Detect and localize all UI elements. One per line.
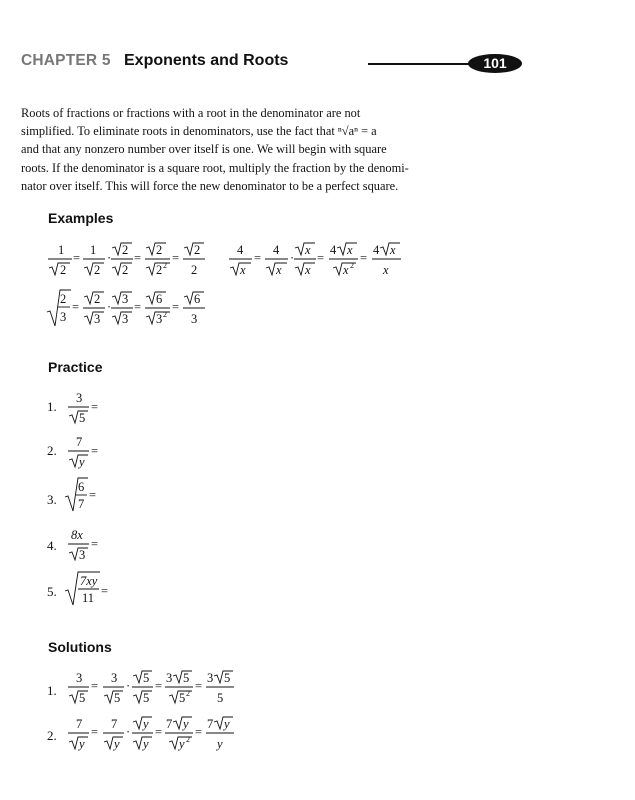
equals-sign: =: [89, 488, 97, 502]
fraction-numerator: y: [224, 717, 230, 731]
fraction-numerator: 3: [111, 671, 118, 685]
multiply-dot: ·: [107, 300, 112, 314]
fraction-denominator: 2: [94, 263, 101, 277]
practice-number: 2.: [47, 443, 57, 458]
fraction-numerator: 7: [166, 717, 173, 731]
example-equation-3: [47, 290, 205, 326]
solution-equation-2: [68, 717, 234, 751]
fraction-numerator: 5: [224, 671, 231, 685]
page-number-badge: 101: [468, 54, 522, 73]
equals-sign: =: [91, 679, 99, 693]
example-equation-1: [48, 243, 205, 277]
equals-sign: =: [91, 444, 99, 458]
practice-number: 1.: [47, 399, 57, 414]
solution-number: 2.: [47, 728, 57, 743]
fraction-numerator: y: [143, 717, 149, 731]
equals-sign: =: [134, 300, 142, 314]
equals-sign: =: [254, 251, 262, 265]
fraction-denominator: 3: [191, 312, 198, 326]
fraction-numerator: 5: [183, 671, 190, 685]
intro-line: Roots of fractions or fractions with a root in the denominator are not: [21, 106, 361, 120]
equals-sign: =: [91, 400, 99, 414]
fraction-numerator: 5: [143, 671, 150, 685]
fraction-numerator: 7: [111, 717, 118, 731]
fraction-numerator: 3: [76, 391, 83, 405]
practice-number: 3.: [47, 492, 57, 507]
fraction-denominator: 2: [191, 263, 198, 277]
exponent: 2: [163, 310, 167, 319]
fraction-numerator: 3: [207, 671, 214, 685]
fraction-denominator: y: [217, 737, 223, 751]
equals-sign: =: [195, 725, 203, 739]
chapter-label: CHAPTER 5: [21, 52, 111, 69]
fraction-numerator: 7: [76, 717, 83, 731]
equals-sign: =: [134, 251, 142, 265]
fraction-denominator: 3: [79, 548, 86, 562]
fraction-numerator: x: [305, 243, 311, 257]
fraction-numerator: x: [390, 243, 396, 257]
equals-sign: =: [172, 251, 180, 265]
examples-heading: Examples: [48, 210, 114, 226]
root-sign: [65, 478, 88, 511]
fraction-denominator: 5: [179, 691, 186, 705]
exponent: 2: [350, 261, 354, 270]
fraction-numerator: 3: [76, 671, 83, 685]
fraction-numerator: 2: [60, 292, 67, 306]
equals-sign: =: [195, 679, 203, 693]
fraction-denominator: x: [240, 263, 246, 277]
fraction-numerator: 7: [76, 435, 83, 449]
fraction-numerator: 1: [58, 243, 65, 257]
multiply-dot: ·: [107, 251, 112, 265]
equals-sign: =: [317, 251, 325, 265]
fraction-numerator: 6: [78, 480, 85, 494]
fraction-denominator: y: [114, 737, 120, 751]
equals-sign: =: [101, 584, 109, 598]
chapter-title: Exponents and Roots: [124, 52, 289, 69]
solution-equation-1: [68, 671, 234, 705]
exponent: 2: [163, 261, 167, 270]
fraction-numerator: 1: [90, 243, 97, 257]
fraction-numerator: 7: [207, 717, 214, 731]
equals-sign: =: [91, 537, 99, 551]
fraction-denominator: 7: [78, 497, 85, 511]
fraction-denominator: 5: [217, 691, 224, 705]
practice-problem-4: [68, 528, 98, 562]
equals-sign: =: [155, 679, 163, 693]
fraction-numerator: 2: [122, 243, 129, 257]
fraction-denominator: x: [276, 263, 282, 277]
fraction-numerator: 4: [273, 243, 280, 257]
practice-problem-3: [65, 478, 96, 511]
equals-sign: =: [172, 300, 180, 314]
example-equation-2: [229, 243, 401, 277]
fraction-denominator: 5: [79, 411, 86, 425]
fraction-denominator: 2: [156, 263, 163, 277]
fraction-denominator: 3: [156, 312, 163, 326]
fraction-denominator: 5: [143, 691, 150, 705]
fraction-denominator: y: [79, 737, 85, 751]
multiply-dot: ·: [126, 725, 131, 739]
fraction-numerator: 6: [156, 292, 163, 306]
fraction-denominator: x: [305, 263, 311, 277]
fraction-numerator: 4: [237, 243, 244, 257]
fraction-denominator: 11: [82, 591, 95, 605]
fraction-denominator: y: [143, 737, 149, 751]
practice-problem-5: [65, 572, 108, 605]
fraction-numerator: 2: [194, 243, 201, 257]
equals-sign: =: [360, 251, 368, 265]
fraction-numerator: 4: [373, 243, 380, 257]
fraction-denominator: 2: [60, 263, 67, 277]
fraction-numerator: 4: [330, 243, 337, 257]
multiply-dot: ·: [126, 679, 131, 693]
intro-line: and that any nonzero number over itself is one. We will begin with square: [21, 142, 387, 157]
fraction-numerator: 2: [156, 243, 163, 257]
equals-sign: =: [73, 251, 81, 265]
equals-sign: =: [72, 300, 80, 314]
solution-number: 1.: [47, 683, 57, 698]
exponent: 2: [186, 689, 190, 698]
equals-sign: =: [91, 725, 99, 739]
solutions-heading: Solutions: [48, 639, 112, 655]
fraction-denominator: 5: [79, 691, 86, 705]
fraction-numerator: y: [183, 717, 189, 731]
practice-number: 4.: [47, 538, 57, 553]
fraction-denominator: 5: [114, 691, 121, 705]
fraction-denominator: y: [79, 455, 85, 469]
fraction-numerator: 3: [122, 292, 129, 306]
fraction-denominator: y: [179, 737, 185, 751]
intro-line: roots. If the denominator is a square root, multiply the fraction by the denomi-: [21, 160, 409, 175]
practice-problem-2: [68, 435, 98, 469]
exponent: 2: [186, 735, 190, 744]
multiply-dot: ·: [290, 251, 295, 265]
practice-number: 5.: [47, 584, 57, 599]
fraction-numerator: 7xy: [80, 574, 98, 588]
root-sign: [47, 290, 71, 326]
intro-line: simplified. To eliminate roots in denominators, use the fact that ⁿ√aⁿ = a: [21, 124, 377, 139]
fraction-numerator: 2: [94, 292, 101, 306]
fraction-denominator: x: [343, 263, 349, 277]
fraction-denominator: 3: [122, 312, 129, 326]
fraction-numerator: 6: [194, 292, 201, 306]
fraction-numerator: x: [347, 243, 353, 257]
fraction-denominator: 2: [122, 263, 129, 277]
fraction-numerator: 8x: [71, 528, 83, 542]
intro-line: nator over itself. This will force the new denominator to be a perfect square.: [21, 178, 399, 193]
fraction-denominator: 3: [94, 312, 101, 326]
practice-heading: Practice: [48, 359, 103, 375]
equals-sign: =: [155, 725, 163, 739]
fraction-denominator: 3: [60, 310, 67, 324]
fraction-denominator: x: [383, 263, 389, 277]
practice-problem-1: [68, 391, 98, 425]
fraction-numerator: 3: [166, 671, 173, 685]
